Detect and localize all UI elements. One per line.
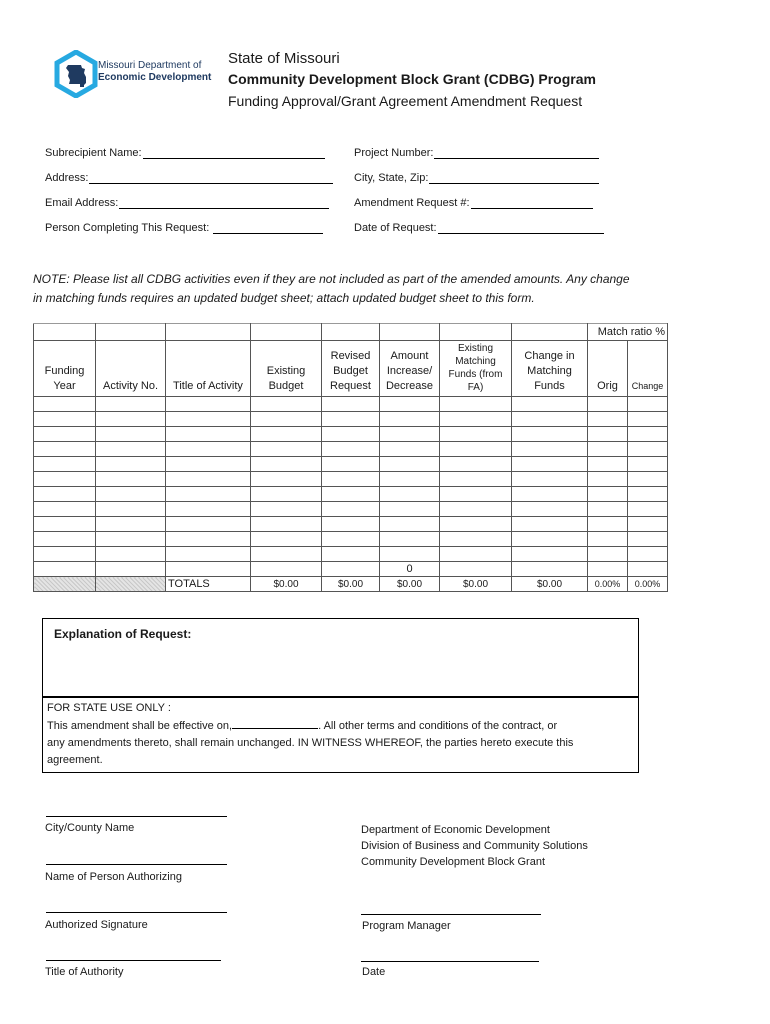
totals-label: TOTALS bbox=[166, 577, 251, 592]
table-cell[interactable] bbox=[440, 487, 512, 502]
totals-change-matching: $0.00 bbox=[512, 577, 588, 592]
header-change-matching: Change in Matching Funds bbox=[512, 341, 588, 397]
table-cell[interactable] bbox=[96, 472, 166, 487]
table-cell[interactable] bbox=[34, 457, 96, 472]
project-number-field[interactable] bbox=[354, 146, 599, 159]
table-cell[interactable] bbox=[96, 487, 166, 502]
table-cell[interactable] bbox=[380, 502, 440, 517]
subrecipient-field[interactable] bbox=[45, 146, 325, 159]
table-cell[interactable] bbox=[512, 502, 588, 517]
table-cell[interactable] bbox=[440, 427, 512, 442]
table-cell[interactable] bbox=[166, 457, 251, 472]
header-existing-matching: Existing Matching Funds (from FA) bbox=[440, 341, 512, 397]
table-cell[interactable] bbox=[588, 442, 628, 457]
table-cell[interactable] bbox=[588, 472, 628, 487]
table-cell[interactable] bbox=[166, 397, 251, 412]
table-cell[interactable] bbox=[588, 502, 628, 517]
table-cell[interactable] bbox=[251, 397, 322, 412]
table-cell[interactable] bbox=[628, 487, 668, 502]
table-cell[interactable] bbox=[380, 412, 440, 427]
table-cell[interactable] bbox=[628, 412, 668, 427]
table-cell[interactable] bbox=[440, 472, 512, 487]
table-cell[interactable] bbox=[322, 412, 380, 427]
table-row bbox=[34, 397, 668, 412]
table-cell[interactable] bbox=[512, 427, 588, 442]
table-cell[interactable] bbox=[251, 427, 322, 442]
amendment-request-label: Amendment Request #: bbox=[354, 197, 470, 209]
table-cell[interactable] bbox=[34, 442, 96, 457]
dept-line-1: Department of Economic Development bbox=[361, 824, 550, 836]
table-cell[interactable] bbox=[251, 532, 322, 547]
dept-line-2: Division of Business and Community Solutions bbox=[361, 840, 588, 852]
table-row bbox=[34, 532, 668, 547]
email-label: Email Address: bbox=[45, 197, 119, 209]
table-cell[interactable] bbox=[512, 487, 588, 502]
person-completing-field[interactable] bbox=[45, 221, 323, 234]
totals-change: 0.00% bbox=[628, 577, 668, 592]
effective-date-blank[interactable] bbox=[232, 717, 318, 729]
state-use-line2: any amendments thereto, shall remain unchanged. IN WITNESS WHEREOF, the parties hereto execute this bbox=[47, 737, 574, 749]
address-field[interactable] bbox=[45, 171, 333, 184]
table-cell[interactable] bbox=[380, 442, 440, 457]
table-cell[interactable] bbox=[628, 472, 668, 487]
totals-amount: $0.00 bbox=[380, 577, 440, 592]
email-field[interactable] bbox=[45, 196, 329, 209]
table-cell[interactable] bbox=[628, 442, 668, 457]
table-cell[interactable] bbox=[512, 547, 588, 562]
table-header-row bbox=[34, 341, 668, 397]
table-cell[interactable] bbox=[588, 517, 628, 532]
table-cell[interactable] bbox=[380, 457, 440, 472]
activities-table bbox=[33, 323, 668, 592]
header-program: Community Development Block Grant (CDBG) Program bbox=[228, 71, 596, 87]
header-change: Change bbox=[628, 341, 668, 397]
date-label: Date bbox=[362, 966, 386, 978]
table-cell[interactable] bbox=[588, 397, 628, 412]
name-person-label: Name of Person Authorizing bbox=[45, 871, 182, 883]
table-cell[interactable] bbox=[322, 397, 380, 412]
table-cell[interactable] bbox=[166, 517, 251, 532]
table-cell[interactable] bbox=[96, 547, 166, 562]
table-cell[interactable] bbox=[628, 397, 668, 412]
table-cell[interactable] bbox=[96, 412, 166, 427]
note-text: NOTE: Please list all CDBG activities even if they are not included as part of the amended amounts. Any change in matching funds requires an updated budget sheet; attach updated budget sheet to this form. bbox=[33, 272, 630, 305]
table-cell[interactable] bbox=[34, 427, 96, 442]
table-cell[interactable] bbox=[512, 517, 588, 532]
table-cell[interactable] bbox=[96, 442, 166, 457]
table-cell[interactable] bbox=[96, 397, 166, 412]
table-row bbox=[34, 487, 668, 502]
totals-revised-budget: $0.00 bbox=[322, 577, 380, 592]
table-cell[interactable] bbox=[322, 532, 380, 547]
title-authority-signature-line[interactable] bbox=[46, 960, 221, 961]
table-cell[interactable] bbox=[251, 412, 322, 427]
state-use-line1-pre: This amendment shall be effective on, bbox=[47, 720, 233, 732]
header-title-of-activity: Title of Activity bbox=[166, 341, 251, 397]
table-cell[interactable] bbox=[322, 457, 380, 472]
table-cell[interactable] bbox=[628, 427, 668, 442]
table-cell[interactable] bbox=[380, 487, 440, 502]
table-cell[interactable] bbox=[166, 427, 251, 442]
explanation-box[interactable] bbox=[42, 618, 639, 697]
city-county-label: City/County Name bbox=[45, 822, 135, 834]
state-use-box bbox=[42, 697, 639, 773]
table-cell[interactable] bbox=[440, 502, 512, 517]
explanation-title: Explanation of Request: bbox=[54, 627, 192, 641]
table-cell[interactable] bbox=[166, 532, 251, 547]
table-cell[interactable] bbox=[34, 517, 96, 532]
table-row bbox=[34, 472, 668, 487]
table-cell[interactable] bbox=[166, 502, 251, 517]
logo-line-1: Missouri Department of bbox=[98, 60, 202, 71]
table-cell[interactable] bbox=[166, 442, 251, 457]
table-cell[interactable] bbox=[96, 502, 166, 517]
header-existing-budget: Existing Budget bbox=[251, 341, 322, 397]
table-cell[interactable] bbox=[34, 412, 96, 427]
city-county-signature-line[interactable] bbox=[46, 816, 227, 817]
state-use-title: FOR STATE USE ONLY : bbox=[47, 702, 171, 714]
table-cell[interactable] bbox=[628, 457, 668, 472]
table-cell[interactable] bbox=[380, 547, 440, 562]
totals-existing-matching: $0.00 bbox=[440, 577, 512, 592]
table-cell[interactable] bbox=[34, 397, 96, 412]
table-cell[interactable] bbox=[34, 487, 96, 502]
table-cell[interactable] bbox=[166, 547, 251, 562]
table-cell[interactable] bbox=[322, 487, 380, 502]
header-state: State of Missouri bbox=[228, 50, 340, 67]
table-cell[interactable] bbox=[440, 412, 512, 427]
table-cell[interactable] bbox=[380, 517, 440, 532]
header-form-title: Funding Approval/Grant Agreement Amendment Request bbox=[228, 93, 583, 109]
table-cell[interactable] bbox=[166, 412, 251, 427]
table-cell[interactable] bbox=[512, 397, 588, 412]
totals-row bbox=[34, 577, 668, 592]
table-cell[interactable] bbox=[440, 457, 512, 472]
title-authority-label: Title of Authority bbox=[45, 966, 124, 978]
table-row-last bbox=[34, 562, 668, 577]
table-cell[interactable] bbox=[588, 547, 628, 562]
department-block bbox=[361, 822, 588, 870]
authorized-signature-line[interactable] bbox=[46, 912, 227, 913]
table-cell[interactable] bbox=[440, 532, 512, 547]
project-number-label: Project Number: bbox=[354, 147, 434, 159]
program-manager-label: Program Manager bbox=[362, 920, 451, 932]
table-cell[interactable] bbox=[34, 532, 96, 547]
totals-orig: 0.00% bbox=[588, 577, 628, 592]
name-person-signature-line[interactable] bbox=[46, 864, 227, 865]
table-cell[interactable] bbox=[322, 442, 380, 457]
table-cell[interactable] bbox=[440, 517, 512, 532]
table-cell[interactable] bbox=[322, 472, 380, 487]
table-cell[interactable] bbox=[588, 487, 628, 502]
header-funding-year: Funding Year bbox=[34, 341, 96, 397]
table-cell[interactable] bbox=[628, 517, 668, 532]
table-row bbox=[34, 427, 668, 442]
table-row bbox=[34, 412, 668, 427]
city-state-zip-label: City, State, Zip: bbox=[354, 172, 429, 184]
person-completing-label: Person Completing This Request: bbox=[45, 222, 210, 234]
table-cell[interactable] bbox=[251, 547, 322, 562]
table-row bbox=[34, 547, 668, 562]
city-state-zip-field[interactable] bbox=[354, 171, 599, 184]
table-row bbox=[34, 502, 668, 517]
table-cell[interactable] bbox=[251, 442, 322, 457]
table-cell[interactable] bbox=[588, 532, 628, 547]
table-cell[interactable] bbox=[322, 517, 380, 532]
table-cell[interactable] bbox=[588, 412, 628, 427]
address-label: Address: bbox=[45, 172, 89, 184]
table-cell[interactable] bbox=[628, 547, 668, 562]
date-of-request-label: Date of Request: bbox=[354, 222, 437, 234]
logo-text bbox=[98, 60, 211, 84]
table-cell[interactable] bbox=[34, 502, 96, 517]
table-cell[interactable] bbox=[251, 502, 322, 517]
table-row bbox=[34, 442, 668, 457]
header-amount: Amount Increase/ Decrease bbox=[380, 341, 440, 397]
date-signature-line[interactable] bbox=[361, 961, 539, 962]
logo-line-2: Economic Development bbox=[98, 72, 212, 83]
table-cell[interactable] bbox=[440, 547, 512, 562]
table-cell[interactable] bbox=[251, 457, 322, 472]
table-cell[interactable] bbox=[380, 472, 440, 487]
table-row bbox=[34, 457, 668, 472]
table-cell[interactable] bbox=[588, 457, 628, 472]
table-cell[interactable] bbox=[512, 457, 588, 472]
date-of-request-field[interactable] bbox=[354, 221, 604, 234]
totals-hatch-2 bbox=[96, 577, 166, 592]
table-cell[interactable] bbox=[588, 427, 628, 442]
table-cell[interactable] bbox=[440, 397, 512, 412]
amendment-request-field[interactable] bbox=[354, 196, 593, 209]
table-cell[interactable] bbox=[512, 442, 588, 457]
table-cell[interactable] bbox=[380, 427, 440, 442]
table-cell[interactable] bbox=[322, 427, 380, 442]
table-cell[interactable] bbox=[628, 502, 668, 517]
state-use-line3: agreement. bbox=[47, 754, 103, 766]
header-orig: Orig bbox=[588, 341, 628, 397]
table-cell[interactable] bbox=[251, 487, 322, 502]
dept-line-3: Community Development Block Grant bbox=[361, 856, 546, 868]
amount-last-row: 0 bbox=[380, 562, 440, 577]
header-revised-budget: Revised Budget Request bbox=[322, 341, 380, 397]
table-cell[interactable] bbox=[96, 517, 166, 532]
authorized-signature-label: Authorized Signature bbox=[45, 919, 148, 931]
table-cell[interactable] bbox=[322, 547, 380, 562]
totals-existing-budget: $0.00 bbox=[251, 577, 322, 592]
totals-hatch-1 bbox=[34, 577, 96, 592]
table-top-row bbox=[34, 324, 668, 341]
table-cell[interactable] bbox=[251, 517, 322, 532]
table-cell[interactable] bbox=[322, 502, 380, 517]
table-cell[interactable] bbox=[512, 412, 588, 427]
missouri-ded-logo bbox=[54, 50, 98, 98]
match-ratio-header: Match ratio % bbox=[588, 324, 668, 341]
table-cell[interactable] bbox=[380, 397, 440, 412]
table-cell[interactable] bbox=[512, 532, 588, 547]
table-cell[interactable] bbox=[96, 457, 166, 472]
table-row bbox=[34, 517, 668, 532]
header-activity-no: Activity No. bbox=[96, 341, 166, 397]
table-cell[interactable] bbox=[512, 472, 588, 487]
table-cell[interactable] bbox=[251, 472, 322, 487]
table-cell[interactable] bbox=[440, 442, 512, 457]
table-cell[interactable] bbox=[166, 487, 251, 502]
table-cell[interactable] bbox=[166, 472, 251, 487]
table-cell[interactable] bbox=[380, 532, 440, 547]
subrecipient-label: Subrecipient Name: bbox=[45, 147, 142, 159]
table-cell[interactable] bbox=[34, 547, 96, 562]
table-cell[interactable] bbox=[96, 532, 166, 547]
table-cell[interactable] bbox=[96, 427, 166, 442]
table-cell[interactable] bbox=[34, 472, 96, 487]
table-cell[interactable] bbox=[628, 532, 668, 547]
program-manager-signature-line[interactable] bbox=[361, 914, 541, 915]
state-use-line1-post: . All other terms and conditions of the contract, or bbox=[318, 720, 558, 732]
